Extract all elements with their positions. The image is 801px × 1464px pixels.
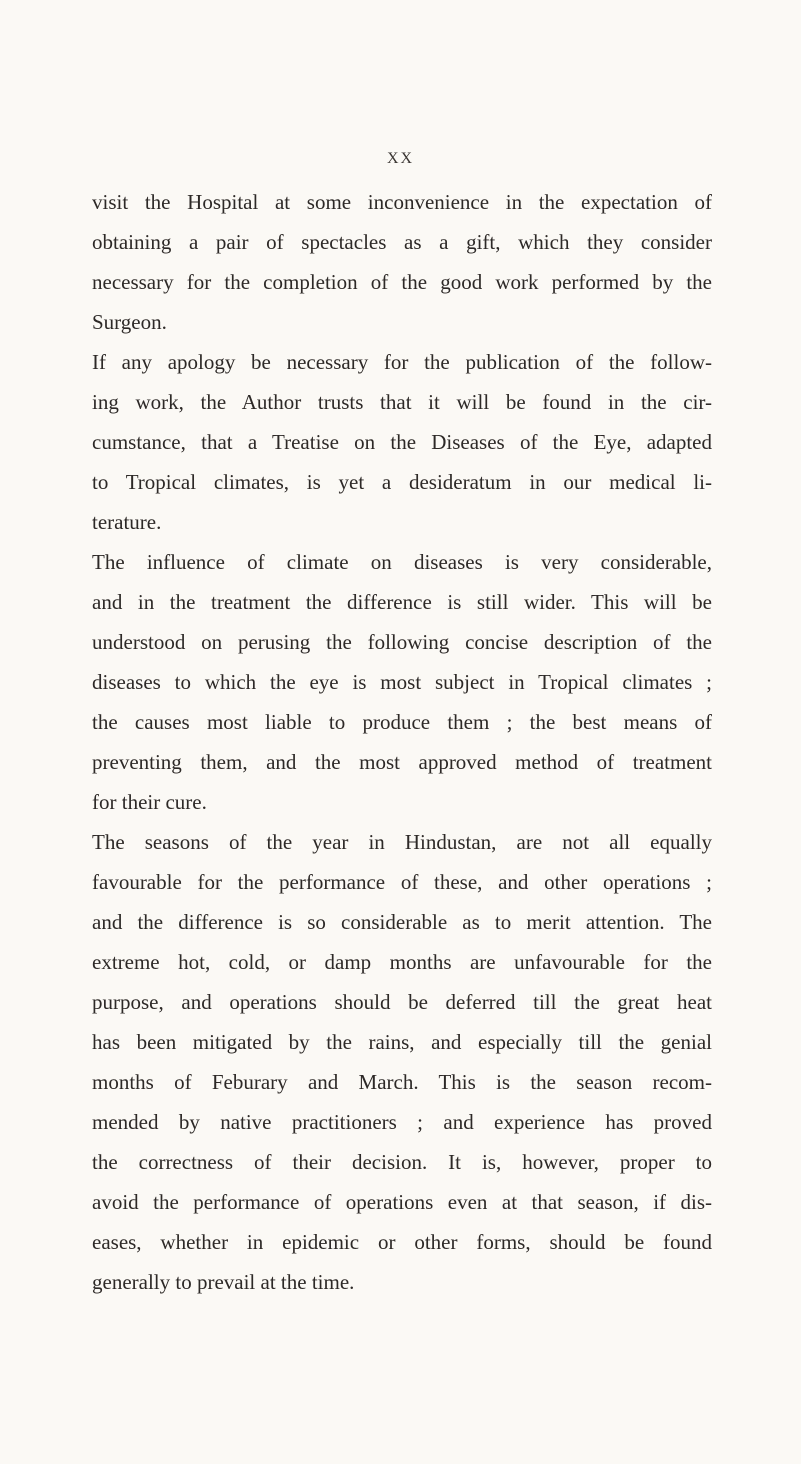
text-line: understood on perusing the following concise description of the: [92, 630, 712, 654]
text-line: eases, whether in epidemic or other forms, should be found: [92, 1230, 712, 1254]
body-text: [92, 182, 712, 1302]
text-line: avoid the performance of operations even at that season, if dis-: [92, 1190, 712, 1214]
text-line: cumstance, that a Treatise on the Diseases of the Eye, adapted: [92, 430, 712, 454]
page-number: XX: [386, 150, 415, 167]
text-line: Surgeon.: [92, 310, 167, 334]
text-line: favourable for the performance of these, and other operations ;: [92, 870, 712, 894]
text-line: the causes most liable to produce them ; the best means of: [92, 710, 712, 734]
text-line: generally to prevail at the time.: [92, 1270, 355, 1294]
text-line: extreme hot, cold, or damp months are unfavourable for the: [92, 950, 712, 974]
text-line: purpose, and operations should be deferred till the great heat: [92, 990, 712, 1014]
text-line: and the difference is so considerable as to merit attention. The: [92, 910, 712, 934]
text-line: has been mitigated by the rains, and especially till the genial: [92, 1030, 712, 1054]
text-line: preventing them, and the most approved method of treatment: [92, 750, 712, 774]
text-line: and in the treatment the difference is still wider. This will be: [92, 590, 712, 614]
text-line: mended by native practitioners ; and experience has proved: [92, 1110, 712, 1134]
text-line: visit the Hospital at some inconvenience in the expectation of: [92, 190, 712, 214]
text-line: If any apology be necessary for the publication of the follow-: [92, 350, 712, 374]
text-line: necessary for the completion of the good work performed by the: [92, 270, 712, 294]
text-line: The influence of climate on diseases is very considerable,: [92, 550, 712, 574]
text-line: for their cure.: [92, 790, 207, 814]
text-line: ing work, the Author trusts that it will be found in the cir-: [92, 390, 712, 414]
text-line: months of Feburary and March. This is the season recom-: [92, 1070, 712, 1094]
text-line: the correctness of their decision. It is, however, proper to: [92, 1150, 712, 1174]
text-line: The seasons of the year in Hindustan, are not all equally: [92, 830, 712, 854]
text-line: diseases to which the eye is most subject in Tropical climates ;: [92, 670, 712, 694]
text-line: obtaining a pair of spectacles as a gift, which they consider: [92, 230, 712, 254]
text-line: terature.: [92, 510, 162, 534]
text-line: to Tropical climates, is yet a desideratum in our medical li-: [92, 470, 712, 494]
